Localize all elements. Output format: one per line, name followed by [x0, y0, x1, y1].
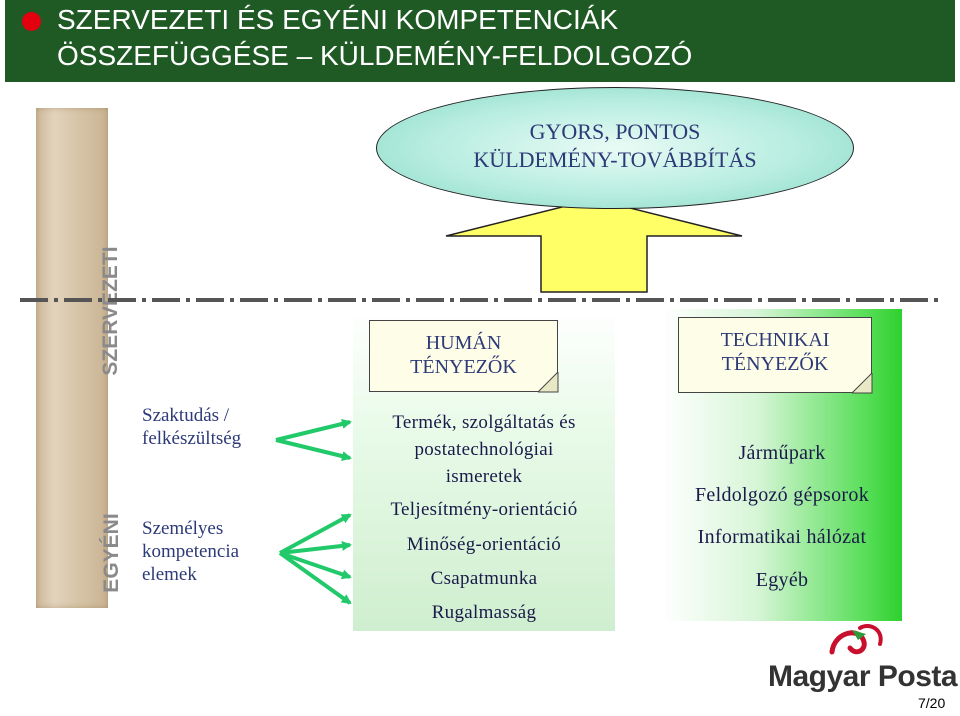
tech-item-1: Járműpark — [738, 442, 826, 464]
personal-line2: kompetencia — [142, 541, 240, 562]
human-item-1: Termék, szolgáltatás és — [392, 412, 576, 433]
human-item-6: Csapatmunka — [430, 568, 538, 589]
skill-line1: Szaktudás / — [142, 405, 230, 426]
tech-item-2: Feldolgozó gépsorok — [694, 484, 869, 506]
personal-line1: Személyes — [142, 518, 224, 539]
level-bar — [36, 108, 123, 608]
skill-label — [142, 404, 241, 450]
human-heading-line2: TÉNYEZŐK — [410, 356, 517, 378]
connector-arrow — [276, 440, 350, 458]
note-fold-icon — [538, 372, 560, 394]
human-item-2: postatechnológiai — [414, 439, 554, 460]
personal-line3: elemek — [142, 564, 197, 585]
human-factors-heading — [369, 320, 558, 392]
slide-title-line1: SZERVEZETI ÉS EGYÉNI KOMPETENCIÁK — [57, 4, 619, 35]
level-label-individual: EGYÉNI — [100, 513, 123, 593]
page-number: 7/20 — [918, 695, 946, 711]
human-item-4: Teljesítmény-orientáció — [390, 499, 578, 520]
bullet-dot-icon — [22, 12, 41, 31]
magyar-posta-emblem-icon — [822, 622, 892, 664]
human-item-5: Minőség-orientáció — [406, 534, 562, 555]
up-arrow-icon — [444, 196, 744, 296]
tech-heading-line2: TÉNYEZŐK — [721, 353, 829, 375]
skill-line2: felkészültség — [142, 428, 242, 449]
human-item-3: ismeretek — [445, 466, 523, 487]
goal-text — [376, 118, 854, 174]
tech-item-3: Informatikai hálózat — [697, 526, 867, 548]
goal-line1: GYORS, PONTOS — [529, 119, 701, 144]
technical-factors-heading — [678, 317, 872, 393]
magyar-posta-logo: Magyar Posta — [768, 660, 958, 693]
tech-item-4: Egyéb — [755, 569, 809, 591]
goal-line2: KÜLDEMÉNY-TOVÁBBÍTÁS — [473, 147, 757, 172]
note-fold-icon — [852, 373, 874, 395]
connector-arrow — [280, 553, 350, 577]
connector-arrow — [280, 553, 350, 603]
personal-competence-label — [142, 517, 239, 586]
level-label-organizational: SZERVEZETI — [99, 246, 122, 376]
slide-title-line2: ÖSSZEFÜGGÉSE – KÜLDEMÉNY-FELDOLGOZÓ — [57, 40, 693, 71]
connector-arrow — [276, 422, 350, 440]
human-heading-line1: HUMÁN — [425, 332, 502, 354]
human-item-7: Rugalmasság — [431, 602, 537, 623]
tech-heading-line1: TECHNIKAI — [720, 329, 830, 351]
